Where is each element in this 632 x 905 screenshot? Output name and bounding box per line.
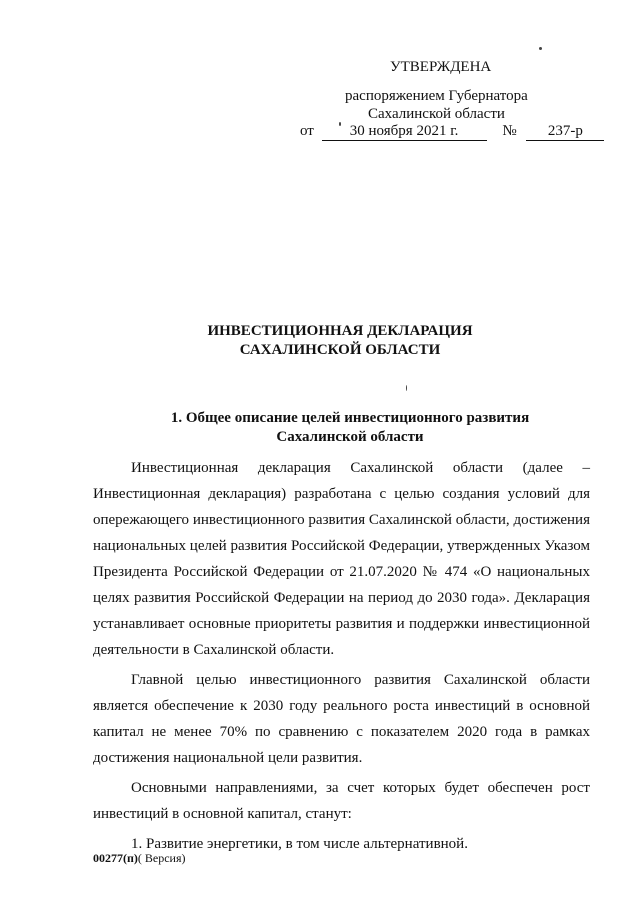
document-title-line-1: ИНВЕСТИЦИОННАЯ ДЕКЛАРАЦИЯ [207, 323, 473, 339]
version-label: ( Версия) [137, 851, 186, 865]
document-title-line-2: САХАЛИНСКОЙ ОБЛАСТИ [239, 342, 441, 358]
section-heading-line-1: 1. Общее описание целей инвестиционного развития [170, 410, 530, 426]
footer-code [93, 851, 186, 866]
approval-date-number-row [300, 122, 600, 141]
section-heading [0, 409, 632, 447]
paragraph-intro: Инвестиционная декларация Сахалинской области (далее – Инвестиционная декларация) разработана с целью создания условий для опережающего инвестиционного развития Сахалинской области, достижения национальных целей развития Российской Федерации, утвержденных Указом Президента Российской Федерации от 21.07.2020 № 474 «О национальных целях развития Российской Федерации на период до 2030 года». Декларация устанавливает основные приоритеты развития и поддержки инвестиционной деятельности в Сахалинской области. [93, 460, 590, 658]
section-heading-line-2: Сахалинской области [276, 429, 424, 445]
paragraph-main-goal: Главной целью инвестиционного развития Сахалинской области является обеспечение к 2030 году реального роста инвестиций в основной капитал не менее 70% по сравнению с показателем 2020 года в рамках достижения национальной цели развития. [93, 672, 590, 766]
approval-line-region: Сахалинской области [368, 106, 505, 122]
approval-date: 30 ноября 2021 г. [322, 123, 487, 141]
document-title [0, 322, 632, 360]
approval-line-order: распоряжением Губернатора [345, 88, 528, 104]
approval-number: 237-р [526, 123, 604, 141]
form-code: 00277(п) [93, 851, 138, 865]
scan-speck [539, 47, 542, 50]
scan-speck [339, 122, 341, 126]
section-body [93, 455, 590, 857]
scan-speck [406, 385, 407, 391]
number-label: № [502, 123, 517, 139]
list-item-1: 1. Развитие энергетики, в том числе альтернативной. [131, 836, 468, 852]
paragraph-directions: Основными направлениями, за счет которых будет обеспечен рост инвестиций в основной капитал, станут: [93, 780, 590, 822]
approval-title: УТВЕРЖДЕНА [390, 59, 492, 75]
from-label: от [300, 123, 314, 139]
